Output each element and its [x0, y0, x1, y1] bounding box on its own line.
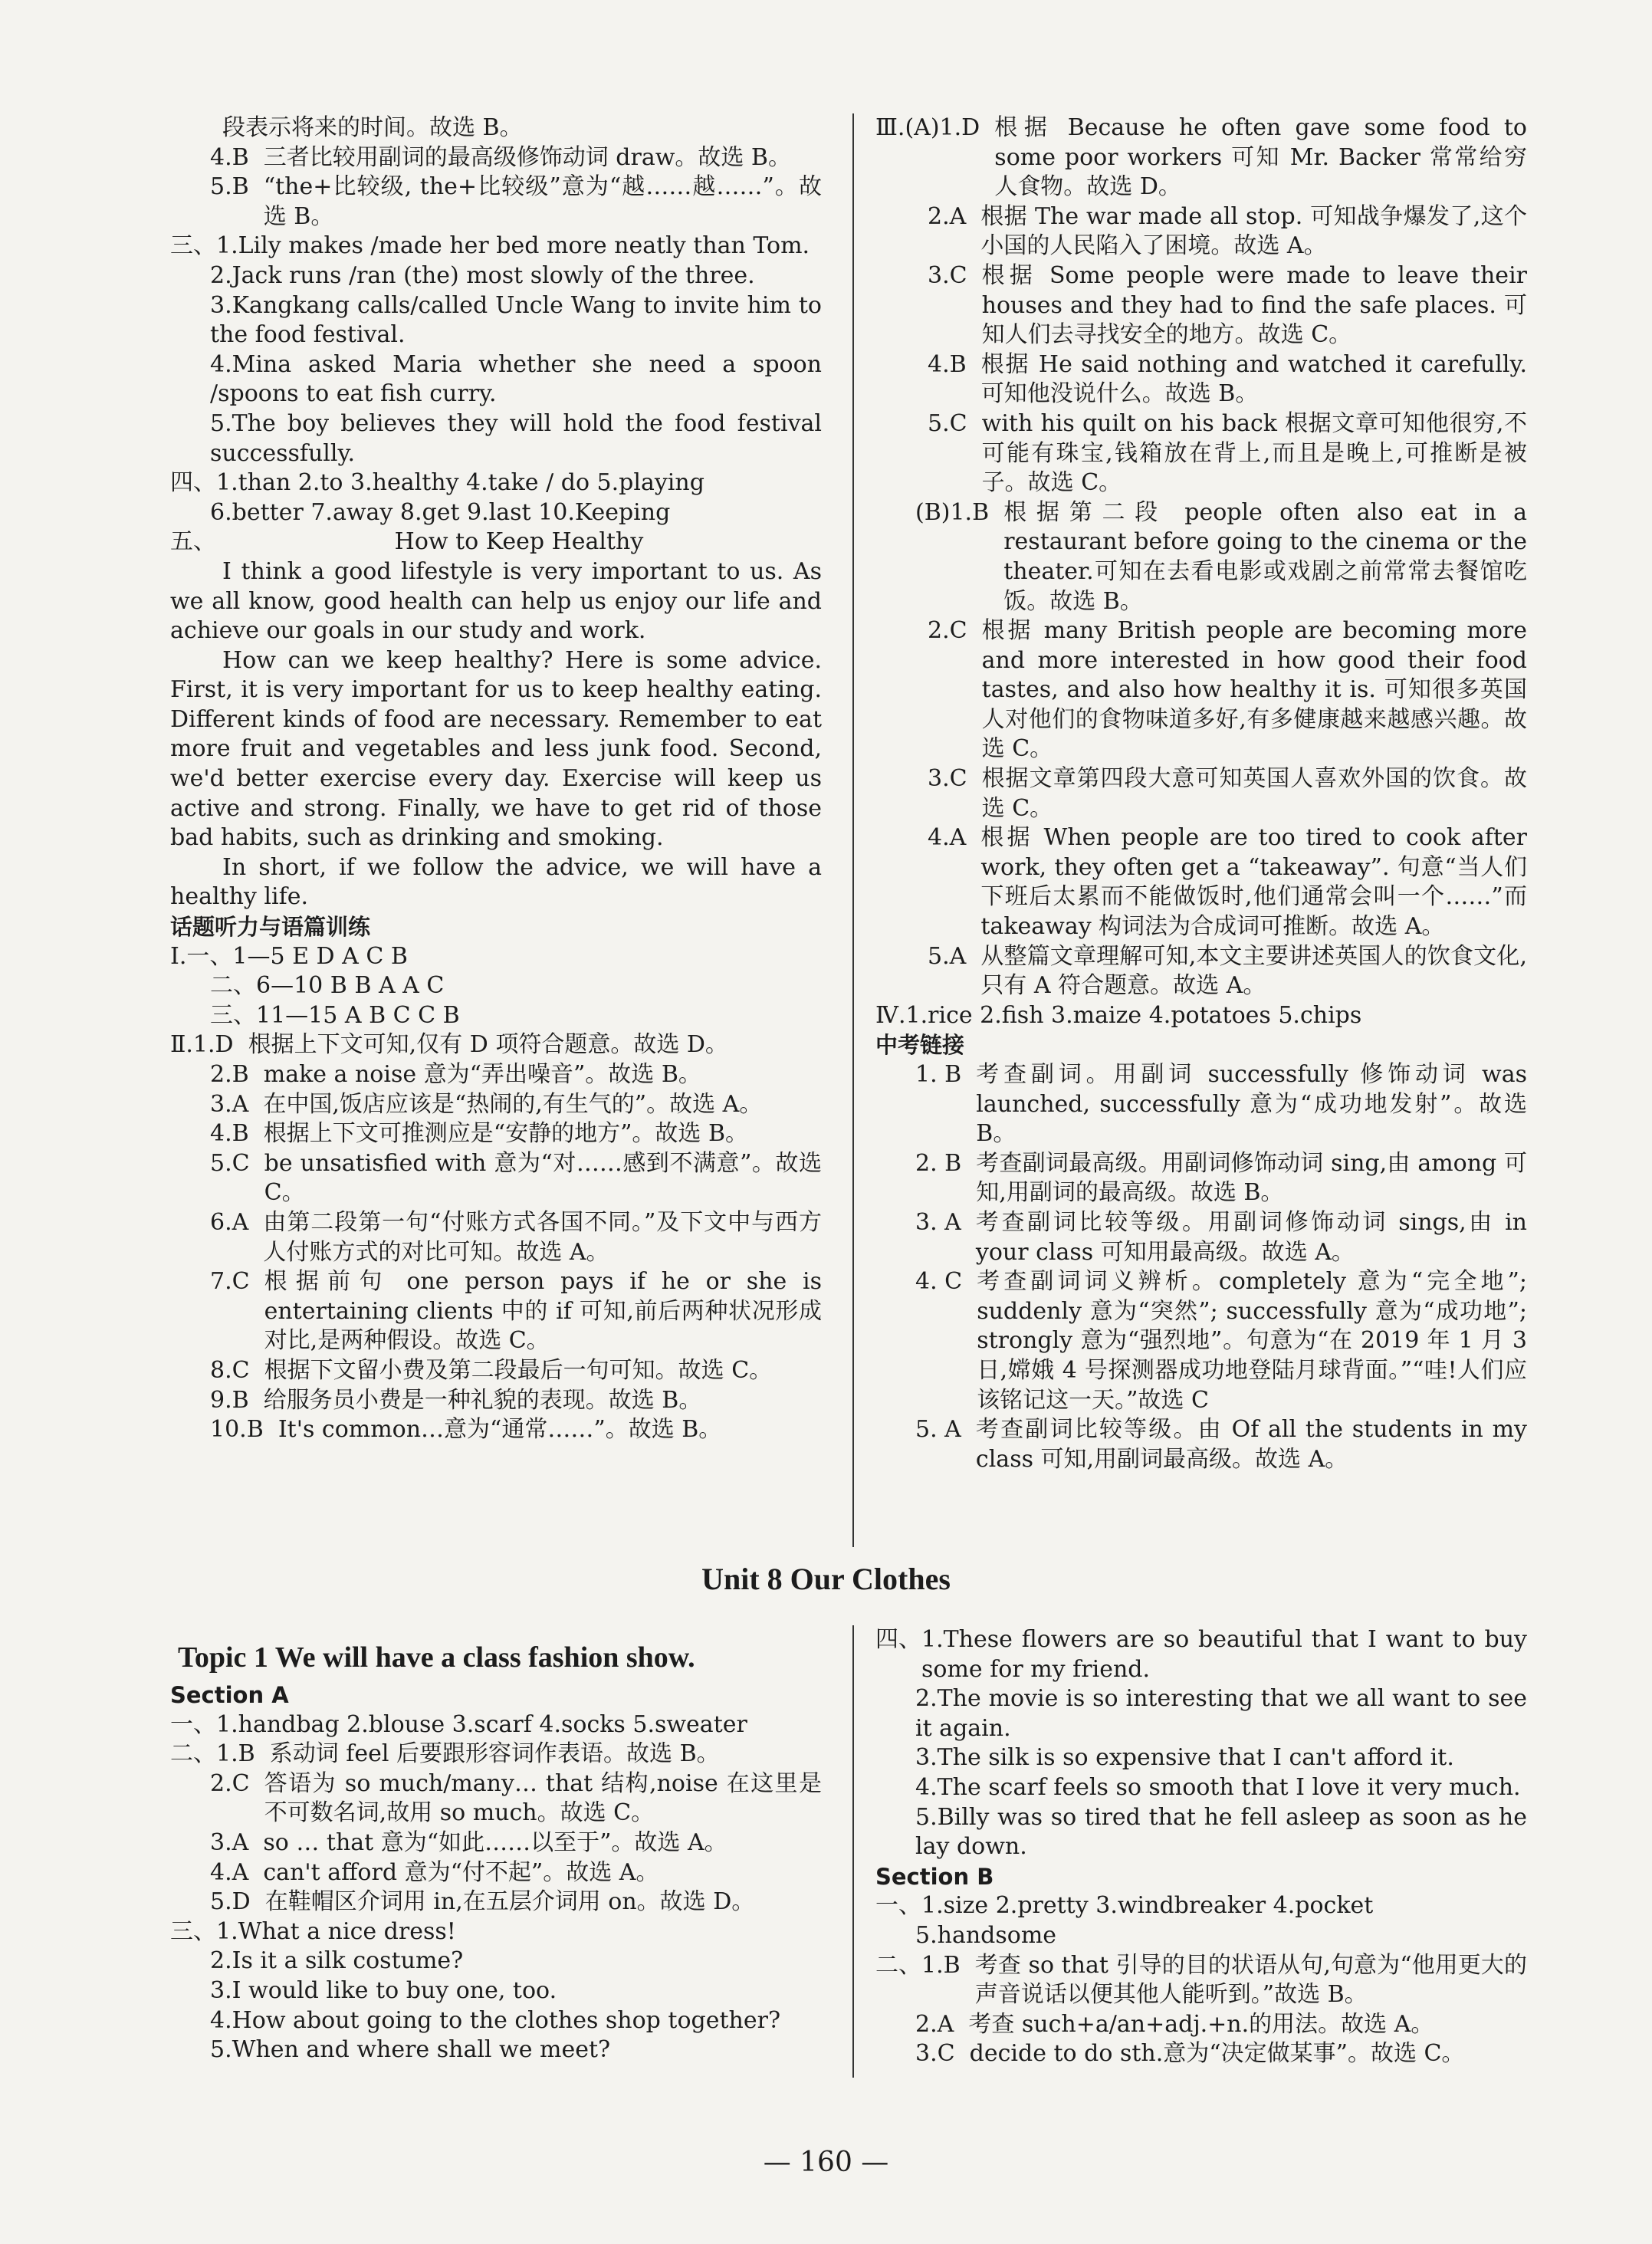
answer-label: 3.C — [915, 2040, 970, 2068]
answer-row — [875, 823, 1527, 941]
essay-label: 五、 — [170, 528, 216, 556]
answer-label: 4.B — [928, 350, 981, 378]
answer-row — [170, 1888, 822, 1917]
answer-row — [875, 202, 1527, 261]
answer-row — [875, 1149, 1527, 1208]
answer-label: 6.A — [210, 1208, 264, 1236]
answer-label: 10.B — [210, 1416, 278, 1444]
answer-row — [875, 1773, 1527, 1803]
answer-row — [875, 498, 1527, 616]
answer-label: 3.A — [210, 1090, 264, 1118]
answer-row — [170, 113, 822, 143]
answer-text: 1.handbag 2.blouse 3.scarf 4.socks 5.sweater — [216, 1710, 747, 1738]
answer-text: 5.Billy was so tired that he fell asleep as soon as he lay down. — [915, 1803, 1527, 1861]
answer-text: 5.handsome — [915, 1921, 1057, 1949]
answer-row — [170, 291, 822, 350]
answer-text: 根据上下文可推测应是“安静的地方”。故选 B。 — [263, 1120, 749, 1148]
answer-row — [170, 1917, 822, 1947]
answer-text: 5.The boy believes they will hold the food festival successfully. — [210, 409, 822, 467]
answer-label: 3.A — [210, 1828, 264, 1856]
answer-row — [170, 1828, 822, 1858]
answer-text: 1.size 2.pretty 3.windbreaker 4.pocket — [921, 1892, 1374, 1920]
answer-row — [170, 1149, 822, 1208]
answer-label: 3.C — [928, 261, 982, 289]
answer-text: with his quilt on his back 根据文章可知他很穷,不可能有珠宝,钱箱放在背上,而且是晚上,可推断是被子。故选 C。 — [981, 409, 1527, 497]
page-number: — 160 — — [763, 2147, 889, 2178]
answer-row — [875, 942, 1527, 1001]
answer-text: 4.The scarf feels so smooth that I love it very much. — [915, 1773, 1521, 1801]
answer-row — [875, 350, 1527, 409]
answer-row — [875, 1803, 1527, 1862]
answer-row — [170, 942, 822, 972]
answer-text: 根据 When people are too tired to cook after work, they often get a “takeaway”. 句意“当人们下班后太累而不能做饭时,他们通常会叫一个……”而 takeaway 构词法为合成词可推断。故选 A。 — [980, 824, 1527, 941]
answer-row — [170, 1267, 822, 1356]
answer-label: 5.C — [928, 409, 982, 437]
answer-row — [170, 2006, 822, 2036]
section-a-part-four — [875, 1625, 1527, 1862]
answer-row — [875, 1415, 1527, 1474]
essay-title: How to Keep Healthy — [394, 528, 644, 556]
answer-row — [170, 1858, 822, 1888]
answer-row — [875, 261, 1527, 350]
answer-text: 段表示将来的时间。故选 B。 — [222, 114, 523, 141]
essay-paragraph: How can we keep healthy? Here is some advice. First, it is very important for us to keep healthy eating. Different kinds of food are necessary. Remember to eat more fruit and vegetables and less junk food. Second, we'd better exercise every day. Exercise will keep us active and strong. Finally, we have to get rid of those bad habits, such as drinking and smoking. — [170, 646, 822, 852]
answer-label: Ⅲ.(A)1.D — [875, 114, 995, 141]
right-column-top — [875, 113, 1527, 1474]
answer-text: 根据 many British people are becoming more and more interested in how good their food tastes, and also how healthy it is. 可知很多英国人对他们的食物味道多好,有多健康越来越感兴趣。故选 C。 — [981, 617, 1527, 763]
answer-row — [170, 1947, 822, 1976]
answer-label: 2. B — [915, 1149, 977, 1177]
answer-label: 二、1.B — [875, 1951, 975, 1979]
answer-row — [875, 1001, 1527, 1031]
answer-text: 根据 Because he often gave some food to some poor workers 可知 Mr. Backer 常常给穷人食物。故选 D。 — [994, 114, 1527, 201]
topic-title: Topic 1 We will have a class fashion show. — [178, 1641, 695, 1674]
answer-label: 一、 — [170, 1710, 216, 1738]
answer-row — [170, 971, 822, 1001]
answer-row — [875, 764, 1527, 823]
answer-text: 1.than 2.to 3.healthy 4.take / do 5.playing — [216, 469, 704, 497]
answer-label: Ⅰ. — [170, 942, 187, 970]
answer-text: 答语为 so much/many… that 结构,noise 在这里是不可数名词,故用 so much。故选 C。 — [264, 1769, 822, 1827]
essay-paragraph: In short, if we follow the advice, we will have a healthy life. — [170, 853, 822, 911]
answer-text: 2.Jack runs /ran (the) most slowly of the three. — [210, 261, 755, 289]
answer-label: 三、 — [170, 1917, 216, 1945]
answer-label: 1. B — [915, 1061, 977, 1088]
answer-row — [875, 1743, 1527, 1773]
section-a-heading: Section A — [170, 1682, 289, 1708]
answer-text: 二、6—10 B B A A C — [210, 972, 445, 1000]
answer-text: can't afford 意为“付不起”。故选 A。 — [263, 1858, 659, 1886]
answer-label: 5.C — [210, 1149, 264, 1177]
answer-row — [875, 1208, 1527, 1267]
answer-row — [170, 1208, 822, 1267]
answer-text: 在中国,饭店应该是“热闹的,有生气的”。故选 A。 — [263, 1090, 763, 1118]
answer-label: 2.C — [210, 1769, 264, 1797]
answer-row — [170, 468, 822, 498]
listening-answers — [170, 942, 822, 1445]
answer-text: 3.Kangkang calls/called Uncle Wang to invite him to the food festival. — [210, 291, 822, 349]
answer-row — [170, 1415, 822, 1445]
answer-text: 2.Is it a silk costume? — [210, 1947, 464, 1975]
answer-label: 2.C — [928, 617, 982, 645]
answer-label: 2.B — [210, 1061, 264, 1088]
answer-text: 系动词 feel 后要跟形容词作表语。故选 B。 — [269, 1740, 720, 1768]
answer-text: 考查副词词义辨析。completely 意为“完全地”; suddenly 意为“突然”; successfully 意为“成功地”; strongly 意为“强烈地”。句意为“在 2019 年 1 月 3 日,嫦娥 4 号探测器成功地登陆月球背面。”“哇!人们应该铭记这一天。”故选 C — [977, 1268, 1527, 1414]
answer-text: make a noise 意为“弄出噪音”。故选 B。 — [263, 1061, 701, 1088]
answer-text: 根据前句 one person pays if he or she is entertaining clients 中的 if 可知,前后两种状况形成对比,是两种假设。故选 C。 — [264, 1268, 822, 1355]
answer-row — [170, 1356, 822, 1386]
answer-row — [875, 1921, 1527, 1951]
answer-text: 根据 He said nothing and watched it carefully. 可知他没说什么。故选 B。 — [980, 350, 1527, 408]
answer-row — [875, 113, 1527, 202]
answer-label: 2.A — [928, 202, 981, 230]
answer-text: decide to do sth.意为“决定做某事”。故选 C。 — [969, 2040, 1465, 2068]
left-column-bottom — [170, 1681, 822, 2065]
answer-text: “the+比较级, the+比较级”意为“越……越……”。故选 B。 — [263, 173, 822, 230]
answer-text: 考查副词比较等级。用副词修饰动词 sings,由 in your class 可知用最高级。故选 A。 — [975, 1208, 1527, 1266]
answer-label: 5. A — [915, 1416, 976, 1444]
answer-text: 根据上下文可知,仅有 D 项符合题意。故选 D。 — [248, 1031, 728, 1059]
answer-row — [170, 232, 822, 261]
right-column-bottom — [875, 1625, 1527, 2069]
answer-text: 2.The movie is so interesting that we all want to see it again. — [915, 1685, 1527, 1742]
answer-text: be unsatisfied with 意为“对……感到不满意”。故选 C。 — [264, 1149, 822, 1207]
column-divider-bottom — [852, 1625, 854, 2078]
answer-label: 5.D — [210, 1888, 265, 1916]
answer-row — [875, 1060, 1527, 1149]
answer-label: 8.C — [210, 1356, 264, 1384]
answer-row — [170, 1769, 822, 1828]
answer-row — [170, 1001, 822, 1031]
listening-heading: 话题听力与语篇训练 — [170, 914, 371, 941]
answer-label: 2.A — [915, 2010, 969, 2038]
answer-text: 考查副词。用副词 successfully 修饰动词 was launched, successfully 意为“成功地发射”。故选 B。 — [976, 1061, 1527, 1148]
answer-text: 4.How about going to the clothes shop together? — [210, 2006, 781, 2034]
answer-text: 根据文章第四段大意可知英国人喜欢外国的饮食。故选 C。 — [981, 765, 1527, 822]
answer-label: 四、 — [170, 469, 216, 497]
answer-text: 1.Lily makes /made her bed more neatly than Tom. — [216, 232, 810, 260]
answer-label: Ⅳ. — [875, 1001, 906, 1029]
answer-text: 三、11—15 A B C C B — [210, 1001, 460, 1029]
answer-text: 1.These flowers are so beautiful that I want to buy some for my friend. — [921, 1626, 1527, 1683]
answer-text: 1.rice 2.fish 3.maize 4.potatoes 5.chips — [905, 1001, 1362, 1029]
answer-text: 根据下文留小费及第二段最后一句可知。故选 C。 — [264, 1356, 773, 1384]
essay-heading — [170, 527, 822, 557]
answer-row — [170, 1740, 822, 1769]
answer-row — [170, 172, 822, 232]
answer-label: 7.C — [210, 1268, 264, 1296]
answer-label: 4.A — [210, 1858, 264, 1886]
answer-row — [170, 261, 822, 291]
answer-text: 给服务员小费是一种礼貌的表现。故选 B。 — [263, 1386, 702, 1414]
answer-row — [170, 1710, 822, 1740]
answer-text: 一、1—5 E D A C B — [186, 942, 408, 970]
answer-label: 三、 — [170, 232, 216, 260]
answer-text: 考查 such+a/an+adj.+n.的用法。故选 A。 — [968, 2010, 1434, 2038]
answer-text: 3.I would like to buy one, too. — [210, 1976, 557, 2004]
answer-row — [170, 1976, 822, 2006]
zhongkao-heading: 中考链接 — [875, 1032, 965, 1059]
answer-text: 1.What a nice dress! — [216, 1917, 456, 1945]
answer-text: It's common…意为“通常……”。故选 B。 — [278, 1416, 722, 1444]
answer-row — [875, 409, 1527, 498]
answer-row — [875, 616, 1527, 764]
answer-row — [170, 409, 822, 468]
answer-label: 5.A — [928, 942, 981, 970]
answer-label: 四、 — [875, 1626, 921, 1653]
section-b-heading: Section B — [875, 1863, 994, 1890]
answer-label: 4.A — [928, 824, 981, 852]
essay-body — [170, 557, 822, 912]
answer-text: 在鞋帽区介词用 in,在五层介词用 on。故选 D。 — [264, 1888, 755, 1916]
answer-text: 4.Mina asked Maria whether she need a spoon /spoons to eat fish curry. — [210, 350, 822, 408]
section-a-answers — [170, 1710, 822, 2065]
answer-row — [170, 498, 822, 528]
answer-text: 考查 so that 引导的目的状语从句,句意为“他用更大的声音说话以便其他人能听到。”故选 B。 — [974, 1951, 1527, 2009]
answer-text: 由第二段第一句“付账方式各国不同。”及下文中与西方人付账方式的对比可知。故选 A。 — [263, 1208, 822, 1266]
answer-text: 3.The silk is so expensive that I can't afford it. — [915, 1744, 1454, 1772]
answer-row — [875, 1891, 1527, 1921]
section-b-answers — [875, 1891, 1527, 2069]
answer-row — [170, 1030, 822, 1060]
reading-answers — [875, 113, 1527, 1030]
essay-paragraph: I think a good lifestyle is very important to us. As we all know, good health can help us enjoy our life and achieve our goals in our study and work. — [170, 557, 822, 645]
left-column-top — [170, 113, 822, 1445]
answer-label: 一、 — [875, 1892, 921, 1920]
answer-row — [875, 1625, 1527, 1684]
column-divider-top — [852, 113, 854, 1547]
answer-row — [170, 1119, 822, 1149]
answer-text: 考查副词比较等级。由 Of all the students in my class 可知,用副词最高级。故选 A。 — [975, 1416, 1527, 1473]
answer-row — [170, 350, 822, 409]
answer-row — [170, 2035, 822, 2065]
answer-text: 根据第二段 people often also eat in a restaurant before going to the cinema or the theater.可知在去看电影或戏剧之前常常去餐馆吃饭。故选 B。 — [1003, 498, 1527, 615]
answer-row — [875, 2010, 1527, 2040]
answer-text: 6.better 7.away 8.get 9.last 10.Keeping — [210, 498, 671, 526]
answer-text: 根据 Some people were made to leave their houses and they had to find the safe places. 可知人们去寻找安全的地方。故选 C。 — [981, 261, 1527, 349]
answer-label: Ⅱ.1.D — [170, 1031, 248, 1059]
answer-label: 3. A — [915, 1208, 976, 1236]
answer-label: 5.B — [210, 173, 264, 201]
answer-row — [875, 1684, 1527, 1743]
answer-text: 三者比较用副词的最高级修饰动词 draw。故选 B。 — [263, 143, 791, 171]
answer-label: (B)1.B — [915, 498, 1004, 526]
answer-label: 4.B — [210, 143, 264, 171]
answer-list-left-top — [170, 113, 822, 527]
answer-label: 3.C — [928, 765, 982, 793]
answer-row — [170, 1060, 822, 1090]
answer-row — [170, 143, 822, 173]
answer-label: 9.B — [210, 1386, 264, 1414]
answer-row — [875, 2039, 1527, 2069]
answer-row — [875, 1267, 1527, 1415]
answer-label: 二、1.B — [170, 1740, 270, 1768]
answer-text: 从整篇文章理解可知,本文主要讲述英国人的饮食文化,只有 A 符合题意。故选 A。 — [980, 942, 1527, 1000]
answer-text: so … that 意为“如此……以至于”。故选 A。 — [263, 1828, 727, 1856]
unit-title: Unit 8 Our Clothes — [701, 1562, 951, 1596]
answer-row — [875, 1951, 1527, 2010]
zhongkao-answers — [875, 1060, 1527, 1474]
answer-label: 4. C — [915, 1268, 977, 1296]
answer-label: 4.B — [210, 1120, 264, 1148]
answer-text: 根据 The war made all stop. 可知战争爆发了,这个小国的人民陷入了困境。故选 A。 — [980, 202, 1527, 260]
answer-row — [170, 1386, 822, 1416]
answer-text: 5.When and where shall we meet? — [210, 2036, 611, 2064]
answer-row — [170, 1090, 822, 1120]
answer-text: 考查副词最高级。用副词修饰动词 sing,由 among 可知,用副词的最高级。故选 B。 — [976, 1149, 1527, 1207]
